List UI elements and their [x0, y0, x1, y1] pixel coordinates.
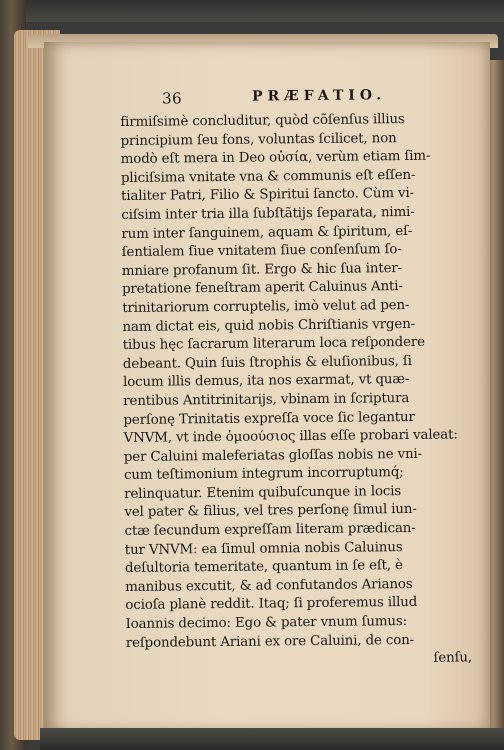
text-line: perſonę Trinitatis expreſſa voce ſic legantur	[123, 409, 415, 428]
text-line: ocioſa planè reddit. Itaq; ſi proferemus illud	[125, 595, 418, 614]
text-line: mniare profanum ſit. Ergo & hic ſua inter-	[121, 260, 403, 279]
text-line: pliciſsima vnitate vna & communis eſt eſſen-	[120, 167, 416, 186]
page-header	[120, 86, 480, 112]
text-line: tialiter Patri, Filio & Spiritui ſancto. Cùm vi-	[121, 186, 415, 205]
text-line: cum teſtimonium integrum incorruptumq́;	[123, 465, 404, 484]
text-line: manibus excutit, & ad confutandos Arianos	[125, 576, 413, 595]
text-line: relinquatur. Etenim quibuſcunque in locis	[124, 483, 402, 502]
catchword: ſenſu,	[433, 650, 473, 666]
text-line: ſentialem ſiue vnitatem ſiue conſenſum ſo-	[121, 242, 402, 261]
text-line: rentibus Antitrinitarijs, vbinam in ſcriptura	[123, 390, 410, 409]
text-line: reſpondebunt Ariani ex ore Caluini, de con-	[125, 632, 415, 651]
cover-top-edge	[0, 0, 504, 22]
text-block	[120, 86, 486, 672]
text-line: nam dictat eis, quid nobis Chriſtianis vrgen-	[122, 316, 416, 335]
text-line: debeant. Quin ſuis ſtrophis & eluſionibus, ſi	[122, 353, 412, 372]
body-text	[120, 110, 486, 672]
page-number: 36	[161, 89, 183, 108]
text-line: deſultoria temeritate, quantum in ſe eſt, è	[124, 558, 403, 577]
text-line: per Caluini maleferiatas gloſſas nobis ne vni-	[123, 446, 423, 465]
text-line: pretatione feneſtram aperit Caluinus Anti-	[122, 279, 403, 298]
text-line: Ioannis decimo: Ego & pater vnum ſumus:	[125, 614, 408, 633]
text-line: rum inter ſanguinem, aquam & ſpiritum, eſ-	[121, 223, 413, 242]
running-head: PRÆFATIO.	[251, 87, 387, 105]
bottom-shadow	[40, 728, 504, 750]
text-line: trinitariorum corruptelis, imò velut ad pen-	[122, 297, 410, 316]
text-line: tur VNVM: ea ſimul omnia nobis Caluinus	[124, 539, 403, 558]
text-line: ciſsim inter tria illa ſubſtãtijs ſeparata, nimi-	[121, 204, 415, 223]
text-line: tibus hęc ſacrarum literarum loca reſpondere	[122, 334, 425, 354]
text-line: locum illis demus, ita nos exarmat, vt quæ-	[122, 372, 410, 391]
text-line: principium ſeu fons, voluntas ſcilicet, non	[120, 130, 397, 149]
text-line: modò eſt mera in Deo οὐσία, verùm etiam ſim-	[120, 148, 431, 168]
text-line: VNVM, vt inde ὁμοούσιος illas eſſe probari valeat:	[123, 427, 458, 447]
text-line: ctæ ſecundum expreſſam literam prædican-	[124, 520, 416, 540]
text-line: vel pater & filius, vel tres perſonę ſimul iun-	[124, 502, 417, 521]
text-line: firmiſsimè concluditur, quòd cõſenſus illius	[120, 112, 405, 130]
